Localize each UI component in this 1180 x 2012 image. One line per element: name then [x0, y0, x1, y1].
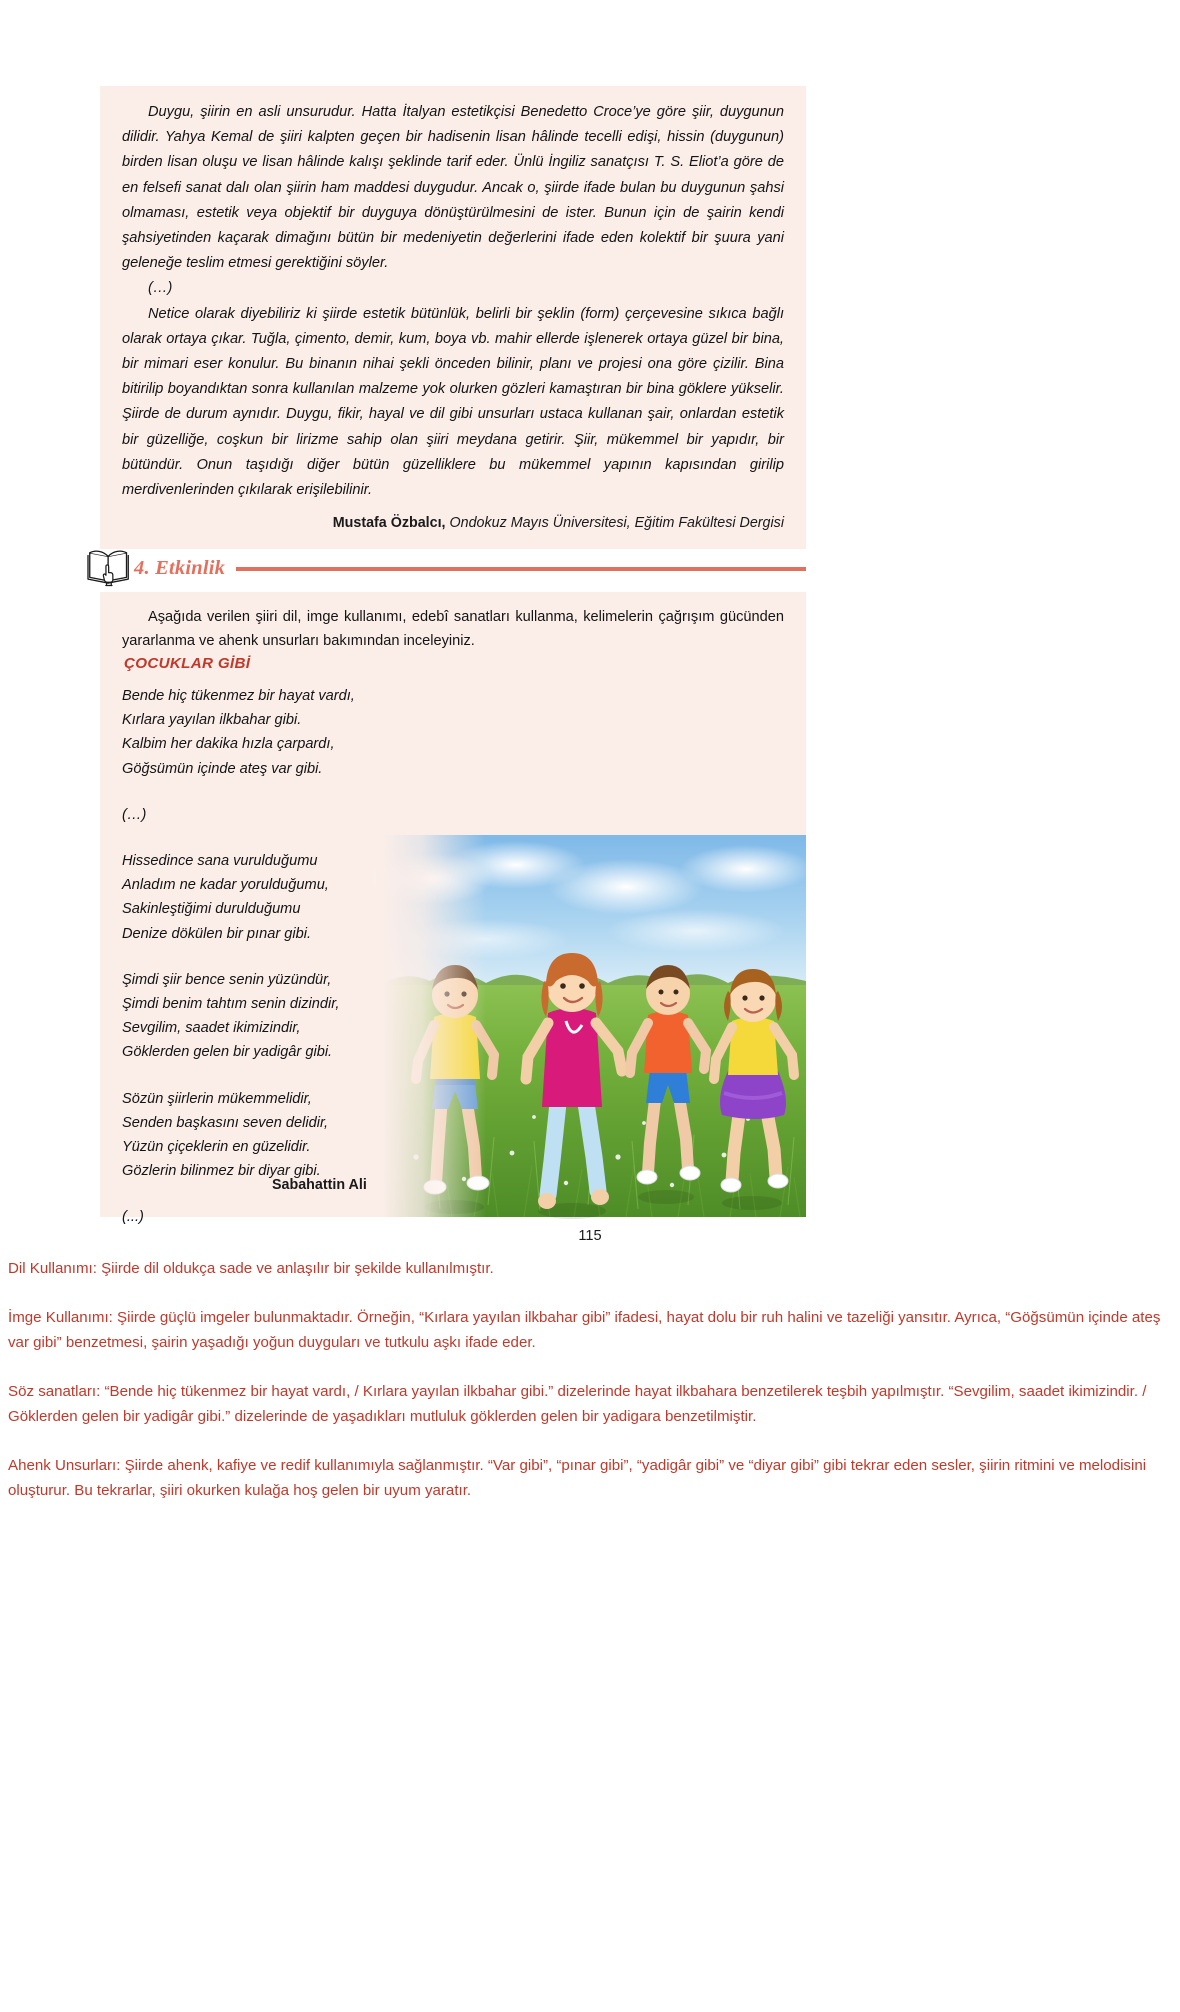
poem-line: Bende hiç tükenmez bir hayat vardı,: [122, 688, 355, 704]
poem-line: Sözün şiirlerin mükemmelidir,: [122, 1090, 312, 1107]
page-number: 115: [578, 1228, 602, 1244]
poem-line: Yüzün çiçeklerin en güzelidir.: [122, 1139, 311, 1156]
poem-stanza: [122, 803, 452, 827]
answer-paragraph-language: Dil Kullanımı: Şiirde dil oldukça sade ve anlaşılır bir şekilde kullanılmıştır.: [8, 1260, 494, 1277]
poem-line: Denize dökülen bir pınar gibi.: [122, 925, 312, 942]
answer-paragraph-harmony: Ahenk Unsurları: Şiirde ahenk, kafiye ve redif kullanımıyla sağlanmıştır. “Var gibi”, “pınar gibi”, “yadigâr gibi” ve “diyar gibi” gibi tekrar eden sesler, şiirin ritmini ve melodisini oluşturur. Bu tekrarlar, şiiri okurken kulağa hoş gelen bir uyum yaratır.: [8, 1456, 1147, 1499]
poem-line: Göklerden gelen bir yadigâr gibi.: [122, 1044, 333, 1061]
poem-line: Hissedince sana vurulduğumu: [122, 853, 318, 870]
poem-stanza: [122, 1205, 452, 1229]
passage-paragraph-1: Duygu, şiirin en asli unsurudur. Hatta İtalyan estetikçisi Benedetto Croce’ye göre şiir, duygunun dilidir. Yahya Kemal de şiiri kalpten geçen bir hadisenin lisan hâlinde tecelli edişi, hissin (duygunun) birden lisan oluşu ve lisan hâlinde kalışı şeklinde tarif eder. Ünlü İngiliz sanatçısı T. S. Eliot’a göre de en felsefi sanat dalı olan şiirin ham maddesi duygudur. Ancak o, şiirde ifade bulan bu duygunun şahsi olmaması, estetik veya objektif bir duyguya dönüştürülmesini de ister. Bunun için de şairin kendi şahsiyetinden kaçarak dimağını bütün bir medeniyetin değerlerini ifade eden kolektif bir şuura yani geleneğe teslim etmesi gerektiğini söyler.: [122, 104, 784, 272]
passage-attribution: [122, 513, 784, 533]
poem-line: Göğsümün içinde ateş var gibi.: [122, 760, 323, 777]
passage-ellipsis: (…): [148, 280, 173, 297]
poem-line: Şimdi benim tahtım senin dizindir,: [122, 996, 340, 1013]
poem-stanza: [122, 849, 452, 946]
answer-paragraph-imagery: İmge Kullanımı: Şiirde güçlü imgeler bulunmaktadır. Örneğin, “Kırlara yayılan ilkbahar gibi” ifadesi, hayat dolu bir ruh halini ve tazeliği yansıtır. Ayrıca, “Göğsümün içinde ateş var gibi” benzetmesi, şairin yaşadığı yoğun duyguları ve tutkulu aşkı ifade eder.: [8, 1308, 1161, 1351]
poem-line: Şimdi şiir bence senin yüzündür,: [122, 971, 332, 988]
poem-line: Senden başkasını seven delidir,: [122, 1114, 329, 1131]
activity-title: 4. Etkinlik: [134, 556, 226, 579]
poem-line: Sevgilim, saadet ikimizindir,: [122, 1020, 301, 1037]
poem-line: Anladım ne kadar yorulduğumu,: [122, 877, 329, 894]
poem-line: (...): [122, 1209, 144, 1226]
activity-header: [86, 545, 806, 591]
poem-title: ÇOCUKLAR GİBİ: [124, 655, 251, 672]
poem-line: Kalbim her dakika hızla çarpardı,: [122, 736, 335, 753]
poem-line: Gözlerin bilinmez bir diyar gibi.: [122, 1163, 321, 1180]
poem-body: [122, 684, 452, 1230]
activity-instruction: Aşağıda verilen şiiri dil, imge kullanımı, edebî sanatları kullanma, kelimelerin çağrışım gücünden yararlanma ve ahenk unsurları bakımından inceleyiniz.: [122, 609, 784, 649]
passage-author: Mustafa Özbalcı,: [332, 515, 446, 532]
answer-paragraph-figures-of-speech: Söz sanatları: “Bende hiç tükenmez bir hayat vardı, / Kırlara yayılan ilkbahar gibi.” dizelerinde hayat ilkbahara benzetilerek teşbih yapılmıştır. “Sevgilim, saadet ikimizindir. / Göklerden gelen bir yadigâr gibi.” dizelerinde de yaşadıkları mutluluk göklerden gelen bir yadigara benzetilmiştir.: [8, 1382, 1147, 1425]
poem-author: Sabahattin Ali: [272, 1177, 367, 1193]
activity-header-rule: [236, 567, 806, 571]
poem-line: Kırlara yayılan ilkbahar gibi.: [122, 712, 302, 729]
open-book-hand-icon: [86, 545, 132, 587]
poem-stanza: [122, 684, 452, 781]
poem-stanza: [122, 1087, 452, 1184]
passage-source: Ondokuz Mayıs Üniversitesi, Eğitim Fakültesi Dergisi: [445, 515, 784, 532]
activity-content-box: [100, 592, 806, 1226]
answer-commentary: [8, 1256, 1173, 1504]
poem-line: Sakinleştiğimi durulduğumu: [122, 901, 301, 918]
reading-passage-box: [100, 86, 806, 549]
passage-paragraph-2: Netice olarak diyebiliriz ki şiirde estetik bütünlük, belirli bir şeklin (form) çerçevesine sıkıca bağlı olarak ortaya çıkar. Tuğla, çimento, demir, kum, boya vb. mahir ellerde işlenerek ortaya güzel bir bina, bir mimari eser konulur. Bu binanın nihai şekli önceden bilinir, planı ve projesi ona göre çizilir. Bina bitirilip boyandıktan sonra kullanılan malzeme yok olurken gözleri kamaştıran bir bina göklere yükselir. Şiirde de durum aynıdır. Duygu, fikir, hayal ve dil gibi unsurları ustaca kullanan şair, onlardan estetik bir güzelliğe, coşkun bir lirizme sahip olan şiiri meydana getirir. Şiir, mükemmel bir yapıdır, bir bütündür. Onun taşıdığı diğer bütün güzelliklere bu mükemmel yapının kapısından girilip merdivenlerinden çıkılarak erişilebilinir.: [122, 305, 784, 499]
poem-stanza: [122, 968, 452, 1065]
poem-line: (…): [122, 806, 147, 823]
